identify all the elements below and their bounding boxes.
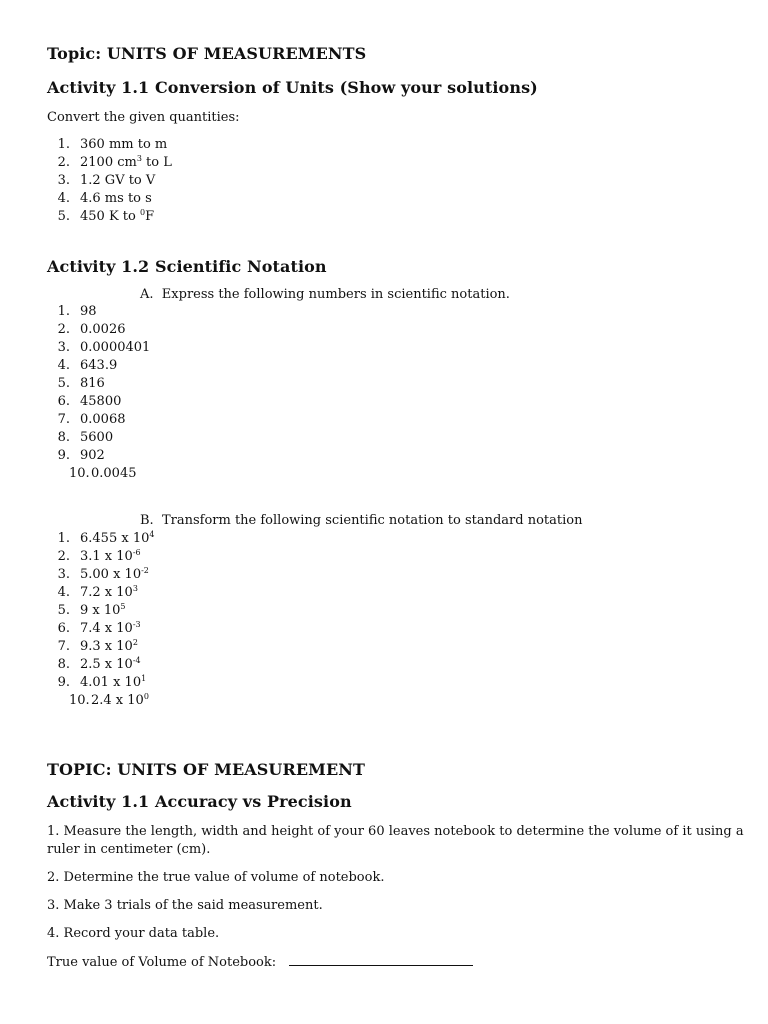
item-number: 5. (57, 376, 70, 391)
true-value-answer-blank[interactable] (289, 953, 473, 966)
list-item (47, 566, 748, 584)
list-item (47, 154, 748, 172)
list-item (47, 303, 748, 321)
topic-2-heading: TOPIC: UNITS OF MEASUREMENT (47, 760, 365, 779)
list-item (47, 465, 748, 483)
exponent: 5 (120, 602, 126, 611)
item-number: 7. (57, 639, 70, 654)
true-value-line (47, 953, 748, 972)
item-number: 6. (57, 394, 70, 409)
list-item (47, 208, 748, 226)
part-b-text: Transform the following scientific notation to standard notation (161, 513, 583, 528)
list-item (47, 375, 748, 393)
part-a-label: A. (140, 287, 154, 302)
exponent: 4 (149, 530, 155, 539)
item-number: 1. (57, 304, 70, 319)
list-item (47, 548, 748, 566)
item-text: 45800 (80, 394, 122, 409)
item-number: 4. (57, 358, 70, 373)
item-number: 1. (57, 137, 70, 152)
item-text: 2.5 x $10^{-4}$ (80, 656, 141, 672)
part-b-label: B. (140, 513, 154, 528)
true-value-label: True value of Volume of Notebook: (47, 955, 277, 970)
item-number: 10. (69, 693, 90, 708)
part-a-list (47, 303, 748, 483)
item-number: 5. (57, 603, 70, 618)
item-text: 7.4 x $10^{-3}$ (80, 620, 141, 636)
topic-heading: Topic: UNITS OF MEASUREMENTS (47, 44, 367, 63)
item-text: 0.0026 (80, 322, 126, 337)
list-item (47, 429, 748, 447)
step-3: 3. Make 3 trials of the said measurement. (47, 898, 323, 913)
superscript: 3 (136, 154, 142, 163)
list-item (47, 321, 748, 339)
accuracy-precision-heading: Activity 1.1 Accuracy vs Precision (47, 792, 352, 811)
item-number: 3. (57, 173, 70, 188)
item-text: 7.2 x $10^3$ (80, 584, 138, 600)
item-number: 9. (57, 675, 70, 690)
item-number: 5. (57, 209, 70, 224)
item-number: 10. (69, 466, 90, 481)
item-text: 5.00 x $10^{-2}$ (80, 566, 149, 582)
conversion-instruction: Convert the given quantities: (47, 110, 240, 125)
step-4: 4. Record your data table. (47, 926, 220, 941)
item-text: 1.2 GV to V (80, 173, 156, 188)
part-a-text: Express the following numbers in scientific notation. (161, 287, 510, 302)
item-number: 2. (57, 155, 70, 170)
list-item (47, 339, 748, 357)
item-text: 0.0045 (91, 466, 137, 481)
activity-1-1-heading: Activity 1.1 Conversion of Units (Show your solutions) (47, 78, 538, 97)
item-number: 2. (57, 549, 70, 564)
list-item (47, 172, 748, 190)
exponent: -4 (132, 656, 141, 665)
list-item (47, 692, 748, 710)
item-text: 643.9 (80, 358, 118, 373)
item-number: 9. (57, 448, 70, 463)
exponent: -2 (141, 566, 149, 575)
part-a-instruction (140, 287, 748, 302)
list-item (47, 136, 748, 154)
step-1: 1. Measure the length, width and height of your 60 leaves notebook to determine the volume of it using a ruler in centimeter (cm). (47, 824, 744, 857)
item-text: 4.6 ms to s (80, 191, 152, 206)
item-text: 0.0068 (80, 412, 126, 427)
item-text: 98 (80, 304, 97, 319)
list-item (47, 638, 748, 656)
exponent: 0 (143, 692, 149, 701)
item-text: 2.4 x $10^0$ (91, 692, 149, 708)
exponent: 2 (132, 638, 138, 647)
superscript: 0 (139, 208, 146, 217)
item-number: 8. (57, 657, 70, 672)
part-b-instruction (140, 513, 748, 528)
list-item (47, 656, 748, 674)
list-item (47, 674, 748, 692)
step-2: 2. Determine the true value of volume of notebook. (47, 870, 385, 885)
item-number: 6. (57, 621, 70, 636)
item-number: 3. (57, 340, 70, 355)
list-item (47, 602, 748, 620)
item-text: 2100 $cm^3$ to L (80, 154, 172, 170)
item-text: 4.01 x $10^1$ (80, 674, 147, 690)
item-number: 4. (57, 585, 70, 600)
item-text: 5600 (80, 430, 114, 445)
list-item (47, 530, 748, 548)
exponent: 3 (132, 584, 138, 593)
item-text: 0.0000401 (80, 340, 151, 355)
item-number: 2. (57, 322, 70, 337)
item-number: 8. (57, 430, 70, 445)
item-text: 9.3 x $10^2$ (80, 638, 138, 654)
item-number: 7. (57, 412, 70, 427)
exponent: 1 (141, 674, 147, 683)
item-text: 450 K to $^0$F (80, 208, 155, 224)
list-item (47, 357, 748, 375)
item-text: 9 x $10^5$ (80, 602, 126, 618)
list-item (47, 393, 748, 411)
item-number: 3. (57, 567, 70, 582)
item-text: 902 (80, 448, 105, 463)
list-item (47, 584, 748, 602)
list-item (47, 411, 748, 429)
activity-1-2-heading: Activity 1.2 Scientific Notation (47, 257, 327, 276)
item-number: 4. (57, 191, 70, 206)
part-b-list (47, 530, 748, 710)
list-item (47, 620, 748, 638)
conversion-list (47, 136, 748, 226)
item-text: 360 mm to m (80, 137, 168, 152)
list-item (47, 190, 748, 208)
exponent: -6 (132, 548, 141, 557)
item-number: 1. (57, 531, 70, 546)
item-text: 6.455 x $10^4$ (80, 530, 155, 546)
list-item (47, 447, 748, 465)
item-text: 3.1 x $10^{-6}$ (80, 548, 141, 564)
exponent: -3 (132, 620, 141, 629)
item-text: 816 (80, 376, 105, 391)
